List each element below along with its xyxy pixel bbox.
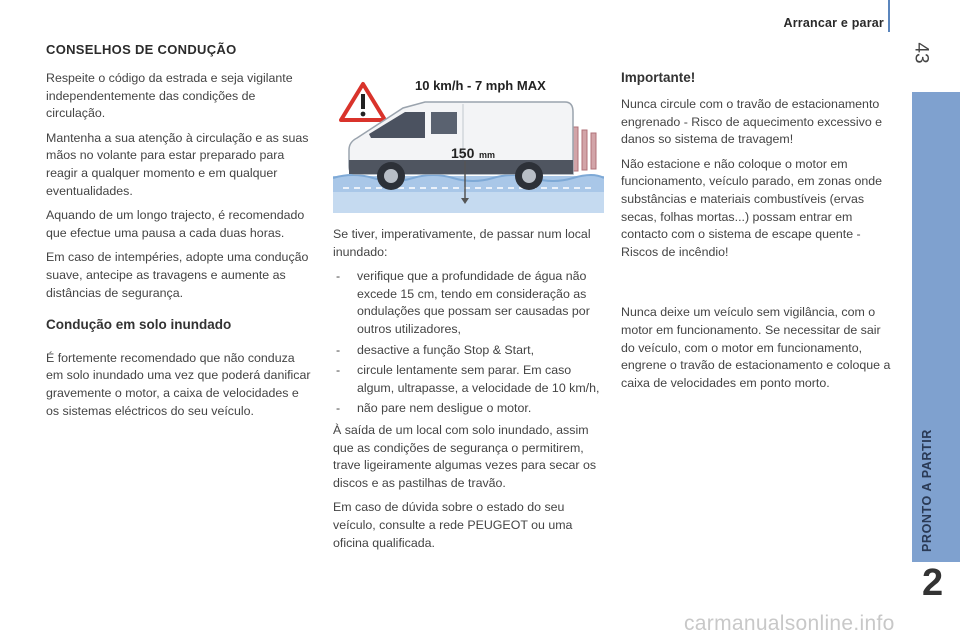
parking-brake-warning: Nunca circule com o travão de estacionamento engrenado - Risco de aquecimento excessivo e danos so sistema de travagem! [621,97,883,147]
flood-exit-text: À saída de um local com solo inundado, assim que as condições de segurança o permitirem, trave ligeiramente algumas vezes para secar os discos e as pastilhas de travão. [333,422,597,490]
list-item: - desactive a função Stop & Start, [333,342,605,360]
chapter-tab-label: PRONTO A PARTIR [920,429,934,552]
depth-value: 150 [451,145,475,161]
unattended-vehicle-warning: Nunca deixe um veículo sem vigilância, com o motor em funcionamento. Se necessitar de sair do veículo, com o motor em funcionamento, engrene o travão de estacionamento e coloque a caixa de velocidades em ponto morto. [621,305,891,390]
list-item: - não pare nem desligue o motor. [333,400,605,418]
speed-limit-label: 10 km/h - 7 mph MAX [415,78,546,93]
page-number: 43 [910,42,932,64]
advice-paragraph: Mantenha a sua atenção à circulação e as suas mãos no volante para estar preparado para reagir a qualquer momento e em qualquer eventualidades. [46,130,309,198]
flooded-road-illustration [333,72,604,213]
list-item: - verifique que a profundidade de água não excede 15 cm, tendo em consideração as ondulações que possam ser causadas por outros utilizadores, [333,268,605,338]
depth-unit: mm [479,150,496,160]
peugeot-network-text: Em caso de dúvida sobre o estado do seu veículo, consulte a rede PEUGEOT ou uma oficina qualificada. [333,500,573,550]
driving-advice-column [46,70,314,427]
advice-paragraph: Em caso de intempéries, adopte uma condução suave, antecipe as travagens e aumente as distâncias de segurança. [46,250,309,300]
section-title: CONSELHOS DE CONDUÇÃO [46,42,237,57]
fire-risk-warning: Não estacione e não coloque o motor em funcionamento, veículo parado, em zonas onde substâncias e materiais combustíveis (ervas secas, folhas mortas...) possam entrar em contacto com o sistema de escape quente - Riscos de incêndio! [621,156,883,259]
header-divider [888,0,890,32]
advice-paragraph: Respeite o código da estrada e seja vigilante independentemente das condições de circulação. [46,71,293,121]
flood-driving-text: É fortemente recomendado que não conduza em solo inundado uma vez que poderá danificar gravemente o motor, a caixa de velocidades e os sistemas eléctricos do seu veículo. [46,350,311,418]
important-warnings-column [621,96,891,399]
flood-driving-heading: Condução em solo inundado [46,317,232,333]
watermark: carmanualsonline.info [684,612,895,635]
flooded-road-instructions-column [333,226,605,559]
warning-triangle-icon [341,84,385,120]
flood-intro-text: Se tiver, imperativamente, de passar num local inundado: [333,227,591,259]
advice-paragraph: Aquando de um longo trajecto, é recomendado que efectue uma pausa a cada duas horas. [46,208,305,240]
list-item: - circule lentamente sem parar. Em caso algum, ultrapasse, a velocidade de 10 km/h, [333,362,605,397]
chapter-number: 2 [922,562,944,604]
important-heading: Importante! [621,70,696,85]
section-header-title: Arrancar e parar [783,16,884,30]
flood-instructions-list [333,268,605,418]
